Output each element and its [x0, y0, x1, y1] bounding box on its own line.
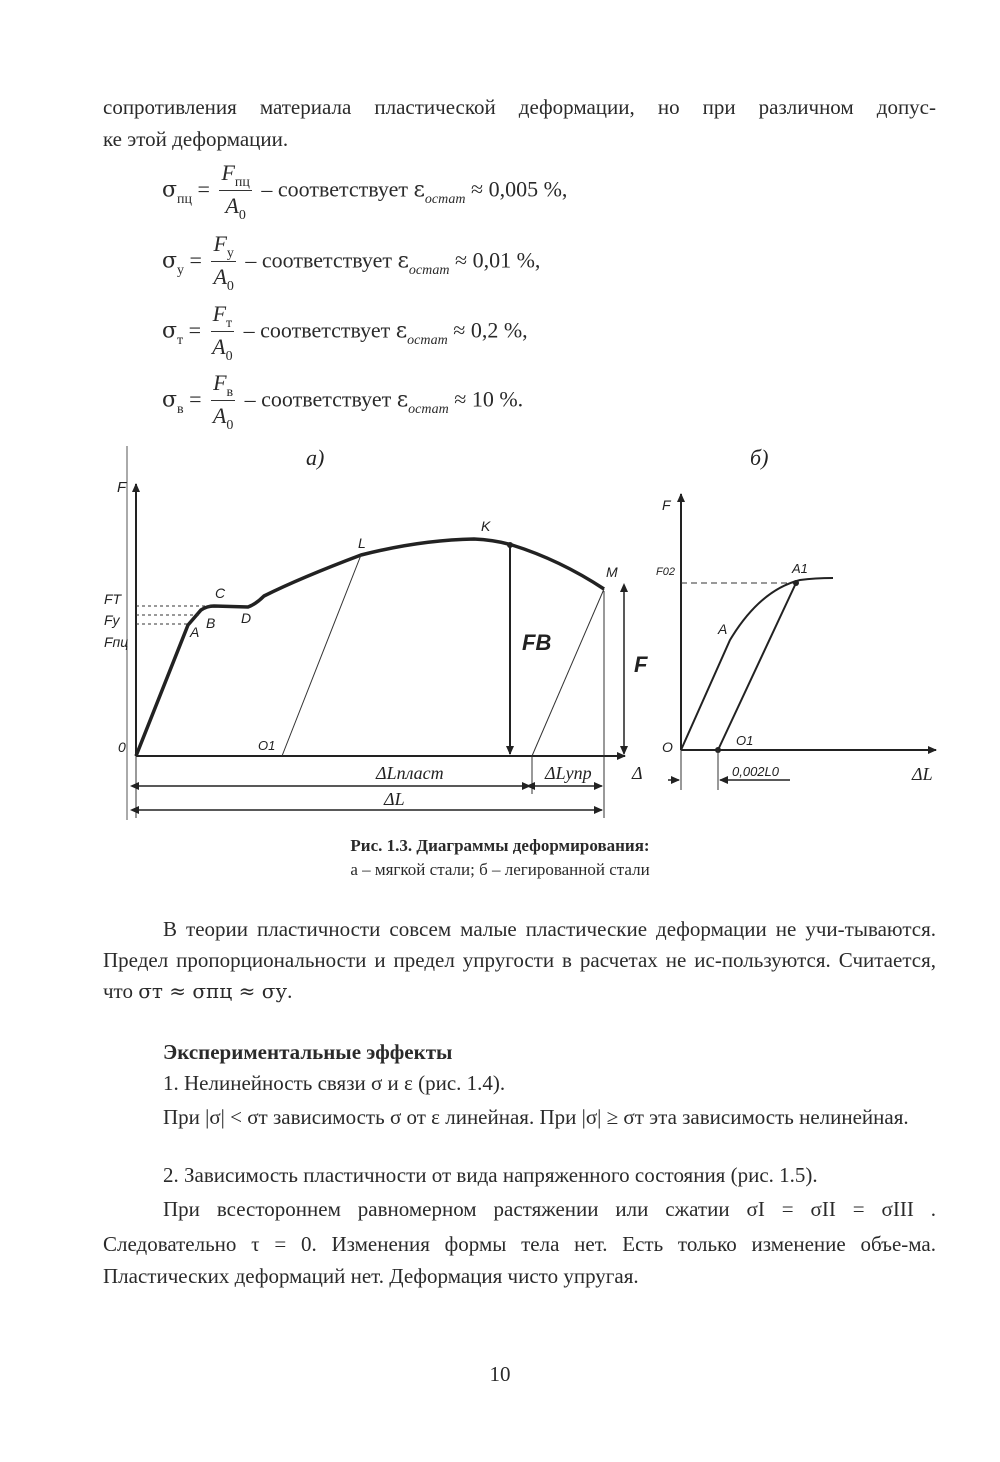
diagram-b-origin-label: O — [662, 739, 673, 755]
diagram-b-o1-label: O1 — [736, 733, 754, 748]
formula-sigma-y: $\sigma_у$ = $\frac{F_у}{A_0}$ – соответствует $\varepsilon_{остат} \approx 0,01$ %, — [162, 231, 541, 294]
section-item-2-detail-b: Следовательно τ = 0. Изменения формы тела нет. Есть только изменение объе-ма. Пластических деформаций нет. Деформация чисто упругая. — [103, 1232, 936, 1288]
diagram-a-point-m: M — [606, 564, 618, 580]
diagram-b-f02-label: F02 — [656, 566, 675, 578]
diagram-a-origin-label: 0 — [118, 739, 126, 755]
page-number: 10 — [489, 1362, 511, 1386]
figure-label-b: б) — [750, 445, 769, 470]
figure-caption-sub: а – мягкой стали; б – легированной стали — [350, 860, 650, 879]
diagram-b-a1-dot — [793, 580, 799, 586]
diagram-b-x-axis-label: ΔL — [912, 764, 933, 784]
diagram-a-point-o1: O1 — [258, 738, 276, 753]
paragraph-plasticity-theory: В теории пластичности совсем малые пластические деформации не учи-тываются. Предел пропорциональности и предел упругости в расчетах не ис-пользуются. Считается, что σт ≈ σпц ≈ σу. — [103, 917, 936, 1003]
figure-caption-title: Рис. 1.3. Диаграммы деформирования: — [350, 836, 650, 855]
formula-sigma-pc: $\sigma_{пц}$ = $\frac{F_{пц}}{A_0}$ – соответствует $\varepsilon_{остат} \approx 0,005$ %, — [162, 160, 568, 223]
paragraph-plasticity-formula: σт ≈ σпц ≈ σу — [138, 979, 288, 1003]
section-item-2: 2. Зависимость пластичности от вида напряженного состояния (рис. 1.5). — [163, 1163, 818, 1187]
intro-line-2: ке этой деформации. — [103, 127, 289, 151]
diagram-a-fb-label: FВ — [522, 630, 552, 655]
diagram-a-label-dl-plast: ΔLпласт — [376, 763, 444, 783]
diagram-a-point-l: L — [358, 535, 366, 551]
diagram-a-y-axis-label: F — [117, 479, 127, 496]
figure-label-a: а) — [306, 445, 325, 470]
diagram-b-curve — [681, 578, 833, 750]
diagram-b-unload-line — [718, 583, 796, 750]
section-item-1-detail: При |σ| < σт зависимость σ от ε линейная. При |σ| ≥ σт эта зависимость нелинейная. — [163, 1105, 909, 1129]
diagram-b-a-label: A — [718, 621, 728, 637]
diagram-b-y-axis-label: F — [662, 497, 671, 513]
diagram-a-delta-label: Δ — [632, 763, 643, 783]
diagram-a-point-k: K — [481, 518, 491, 534]
formula-sigma-v: $\sigma_в$ = $\frac{F_в}{A_0}$ – соответствует $\varepsilon_{остат} \approx 10$ %. — [162, 370, 524, 433]
diagram-a-point-c: C — [215, 585, 226, 601]
diagram-a-point-d: D — [241, 610, 252, 626]
diagram-b-a1-label: A1 — [792, 561, 808, 576]
section-item-2-detail-a: При всестороннем равномерном растяжении или сжатии σI = σII = σIII . — [163, 1197, 936, 1221]
diagram-a-label-dl-total: ΔL — [384, 789, 405, 809]
diagram-a-label-ft: FT — [104, 591, 122, 607]
paragraph-plasticity-text: В теории пластичности совсем малые пластические деформации не учи-тываются. Предел пропорциональности и предел упругости в расчетах не ис-пользуются. Считается, что — [103, 917, 936, 1003]
section-heading: Экспериментальные эффекты — [163, 1040, 453, 1064]
figure-deformation-diagrams — [0, 440, 1000, 830]
diagram-a-unload-m — [532, 589, 604, 756]
diagram-a-point-b: B — [206, 615, 216, 631]
diagram-a-point-a: A — [190, 624, 200, 640]
intro-line-1: сопротивления материала пластической деформации, но при различном допус- — [103, 95, 936, 119]
diagram-a-label-dl-upr: ΔLупр — [545, 763, 592, 783]
diagram-b-offset-label: 0,002L0 — [732, 764, 779, 779]
diagram-a-label-fy: Fy — [104, 612, 120, 628]
diagram-a-k-dot — [507, 542, 513, 548]
section-item-1: 1. Нелинейность связи σ и ε (рис. 1.4). — [163, 1071, 506, 1095]
diagram-a-f-label: F — [634, 652, 648, 677]
diagram-a-label-fpc: Fпц — [104, 634, 129, 650]
formula-sigma-t: $\sigma_т$ = $\frac{F_т}{A_0}$ – соответствует $\varepsilon_{остат} \approx 0,2$ %, — [162, 301, 528, 364]
diagram-a-unload-l — [282, 555, 361, 756]
